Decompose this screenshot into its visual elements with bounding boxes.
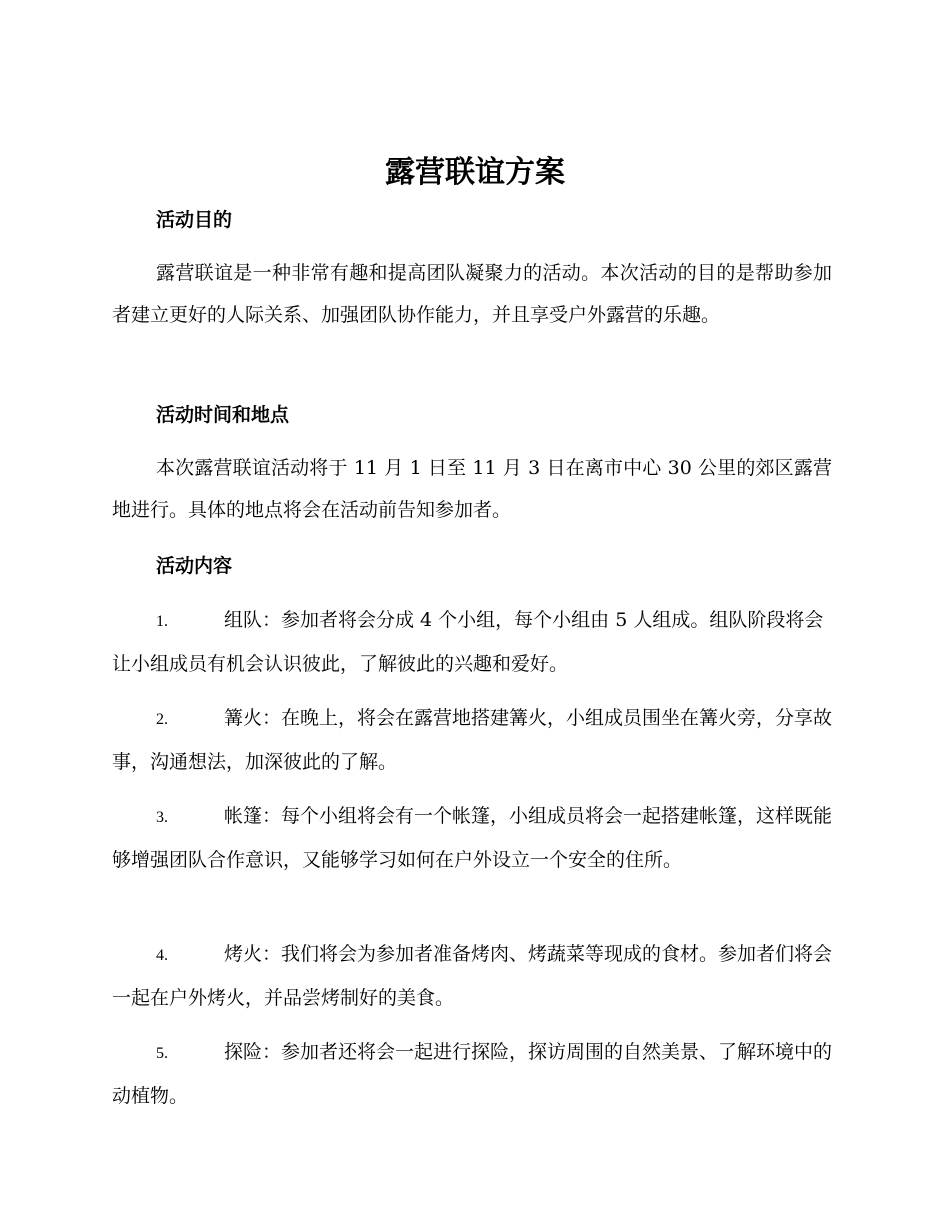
section-heading-time-location: 活动时间和地点 bbox=[156, 404, 290, 426]
list-item bbox=[112, 933, 832, 1019]
list-item-number: 5. bbox=[156, 1045, 168, 1062]
section-paragraph-time-location: 本次露营联谊活动将于 11 月 1 日至 11 月 3 日在离市中心 30 公里的郊区露营地进行。具体的地点将会在活动前告知参加者。 bbox=[112, 457, 832, 521]
section-heading-content: 活动内容 bbox=[156, 555, 233, 577]
section-heading-purpose: 活动目的 bbox=[156, 209, 233, 231]
list-item-text: 烤火：我们将会为参加者准备烤肉、烤蔬菜等现成的食材。参加者们将会一起在户外烤火，并品尝烤制好的美食。 bbox=[112, 943, 833, 1009]
section-paragraph-purpose: 露营联谊是一种非常有趣和提高团队凝聚力的活动。本次活动的目的是帮助参加者建立更好的人际关系、加强团队协作能力，并且享受户外露营的乐趣。 bbox=[112, 262, 832, 326]
list-item-number: 2. bbox=[156, 711, 168, 728]
list-item bbox=[112, 599, 832, 685]
document-title: 露营联谊方案 bbox=[385, 155, 565, 190]
list-item-number: 4. bbox=[156, 947, 168, 964]
list-item-text: 篝火：在晚上，将会在露营地搭建篝火，小组成员围坐在篝火旁，分享故事，沟通想法，加深彼此的了解。 bbox=[112, 707, 833, 773]
list-item bbox=[112, 1031, 832, 1117]
list-item bbox=[112, 795, 832, 881]
list-item-text: 帐篷：每个小组将会有一个帐篷，小组成员将会一起搭建帐篷，这样既能够增强团队合作意识，又能够学习如何在户外设立一个安全的住所。 bbox=[112, 805, 833, 871]
list-item-number: 1. bbox=[156, 613, 168, 630]
list-item bbox=[112, 697, 832, 783]
list-item-text: 组队：参加者将会分成 4 个小组，每个小组由 5 人组成。组队阶段将会让小组成员有机会认识彼此，了解彼此的兴趣和爱好。 bbox=[112, 609, 824, 675]
list-item-number: 3. bbox=[156, 809, 168, 826]
list-item-text: 探险：参加者还将会一起进行探险，探访周围的自然美景、了解环境中的动植物。 bbox=[112, 1041, 833, 1107]
